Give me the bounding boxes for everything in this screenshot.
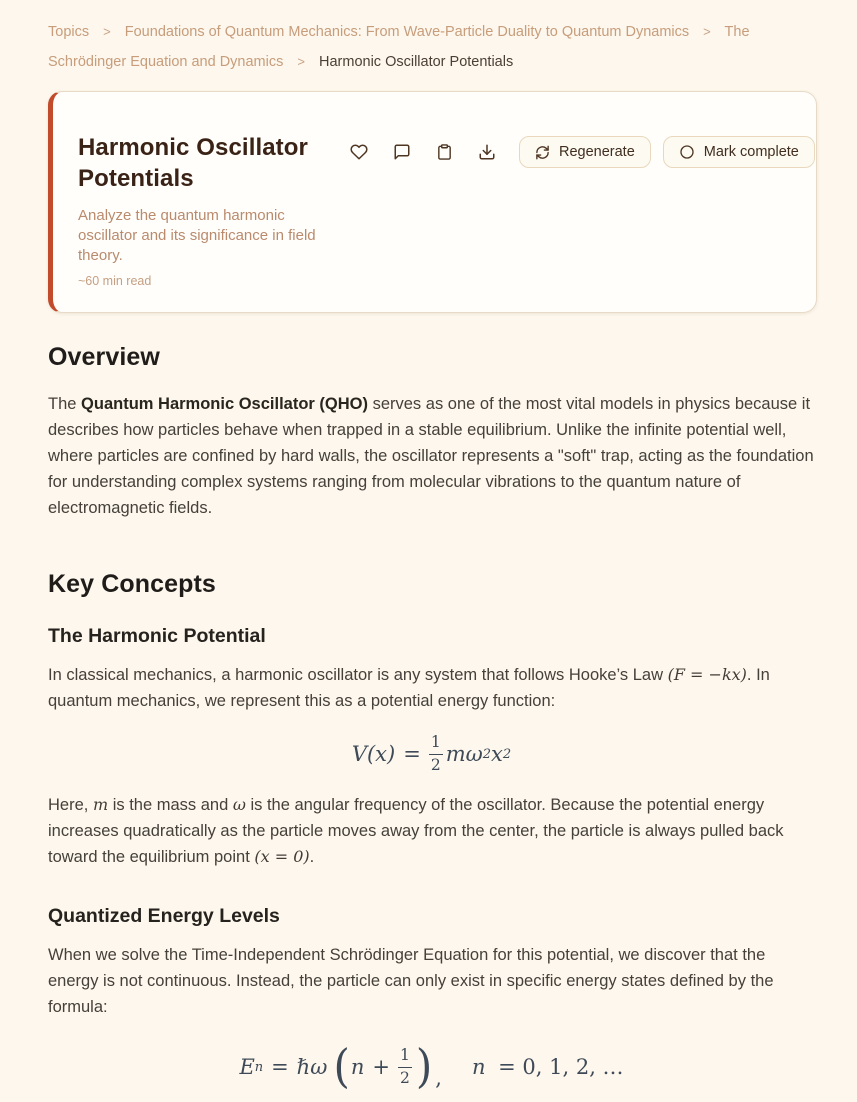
fraction-numerator: 1 (398, 1046, 412, 1067)
harmonic-potential-heading: The Harmonic Potential (48, 625, 266, 647)
math-lhs: V(x) (351, 742, 396, 766)
chevron-right-icon: > (297, 54, 305, 69)
math-fraction (429, 733, 443, 775)
mark-complete-button[interactable] (663, 136, 815, 168)
chevron-right-icon: > (703, 24, 711, 39)
inline-math-m: m (92, 795, 109, 814)
text-run: is the mass and (108, 796, 233, 814)
inline-math-hookes-law: (F = −kx) (667, 665, 747, 684)
overview-heading: Overview (48, 343, 160, 371)
math-open-paren: ( (333, 1040, 350, 1093)
quantized-paragraph: When we solve the Time-Independent Schrödinger Equation for this potential, we discover that the energy is not continuous. Instead, the particle can only exist in specific energy states defined by the formula: (48, 946, 774, 1016)
breadcrumb-topics[interactable]: Topics (48, 24, 90, 40)
lesson-card-info (78, 132, 330, 288)
overview-paragraph (48, 391, 815, 521)
fraction-denominator: 2 (430, 755, 441, 774)
math-E: E (239, 1055, 255, 1079)
chevron-right-icon: > (103, 24, 111, 39)
comment-icon (393, 143, 411, 161)
inline-math-omega: ω (232, 795, 246, 814)
comments-button[interactable] (387, 140, 417, 164)
math-equals: = (403, 742, 421, 766)
math-superscript: 2 (502, 746, 512, 762)
lesson-subtitle: Analyze the quantum harmonic oscillator and its significance in field theory. (78, 207, 316, 264)
lesson-title: Harmonic Oscillator Potentials (78, 134, 308, 192)
text-run: Here, (48, 796, 93, 814)
text-run: The (48, 395, 82, 413)
breadcrumb-module[interactable]: The Schrödinger Equation and Dynamics (48, 24, 750, 70)
download-button[interactable] (472, 140, 502, 164)
math-equals: = (271, 1055, 289, 1079)
math-n: n (350, 1055, 365, 1079)
math-condition (472, 1055, 624, 1079)
math-values: = 0, 1, 2, … (498, 1055, 624, 1079)
harmonic-paragraph-2 (48, 792, 815, 870)
breadcrumb-course[interactable]: Foundations of Quantum Mechanics: From Wave-Particle Duality to Quantum Dynamics (124, 24, 690, 40)
text-run: . In quantum mechanics, we represent this as a potential energy function: (48, 666, 770, 710)
regenerate-label: Regenerate (559, 144, 635, 160)
breadcrumb-current: Harmonic Oscillator Potentials (319, 54, 514, 70)
text-run: . (309, 848, 315, 866)
math-subscript-n: n (254, 1059, 264, 1075)
harmonic-paragraph-1 (48, 662, 815, 714)
math-x: x (491, 742, 503, 766)
key-concepts-heading: Key Concepts (48, 570, 216, 598)
text-run: In classical mechanics, a harmonic oscillator is any system that follows Hooke’s Law (48, 666, 668, 684)
inline-math-x-equals-zero: (x = 0) (254, 847, 310, 866)
math-comma: , (435, 1066, 442, 1090)
math-superscript: 2 (482, 746, 492, 762)
breadcrumb (48, 0, 815, 77)
text-run: is the angular frequency of the oscillator. Because the potential energy increases quadratically as the particle moves away from the center, the particle is always pulled back toward the equilibrium point (48, 796, 784, 866)
energy-levels-formula (48, 1036, 815, 1098)
copy-button[interactable] (430, 140, 459, 164)
text-run: serves as one of the most vital models in physics because it describes how particles behave when trapped in a stable equilibrium. Unlike the infinite potential well, where particles are confined by hard walls, the oscillator represents a "soft" trap, acting as the foundation for understanding complex systems ranging from molecular vibrations to the quantum nature of electromagnetic fields. (48, 395, 814, 517)
clipboard-icon (436, 143, 453, 161)
fraction-denominator: 2 (399, 1068, 410, 1087)
math-close-paren: ) (415, 1040, 433, 1093)
download-icon (478, 143, 496, 161)
lesson-card (48, 91, 817, 313)
refresh-icon (535, 145, 550, 160)
quantized-energy-heading: Quantized Energy Levels (48, 905, 280, 927)
lesson-actions (344, 136, 815, 168)
math-plus: + (372, 1055, 390, 1079)
regenerate-button[interactable] (519, 136, 651, 168)
heart-icon (350, 143, 368, 161)
read-time: ~60 min read (78, 274, 152, 288)
qho-bold-text: Quantum Harmonic Oscillator (QHO) (81, 395, 368, 413)
math-fraction (398, 1046, 412, 1088)
math-m-omega: mω (445, 742, 483, 766)
math-hbar-omega: ℏω (296, 1055, 328, 1079)
circle-icon (679, 144, 695, 160)
fraction-numerator: 1 (429, 733, 443, 754)
math-n: n (471, 1055, 486, 1079)
mark-complete-label: Mark complete (703, 144, 799, 160)
favorite-button[interactable] (344, 140, 374, 164)
potential-energy-formula (48, 730, 815, 778)
